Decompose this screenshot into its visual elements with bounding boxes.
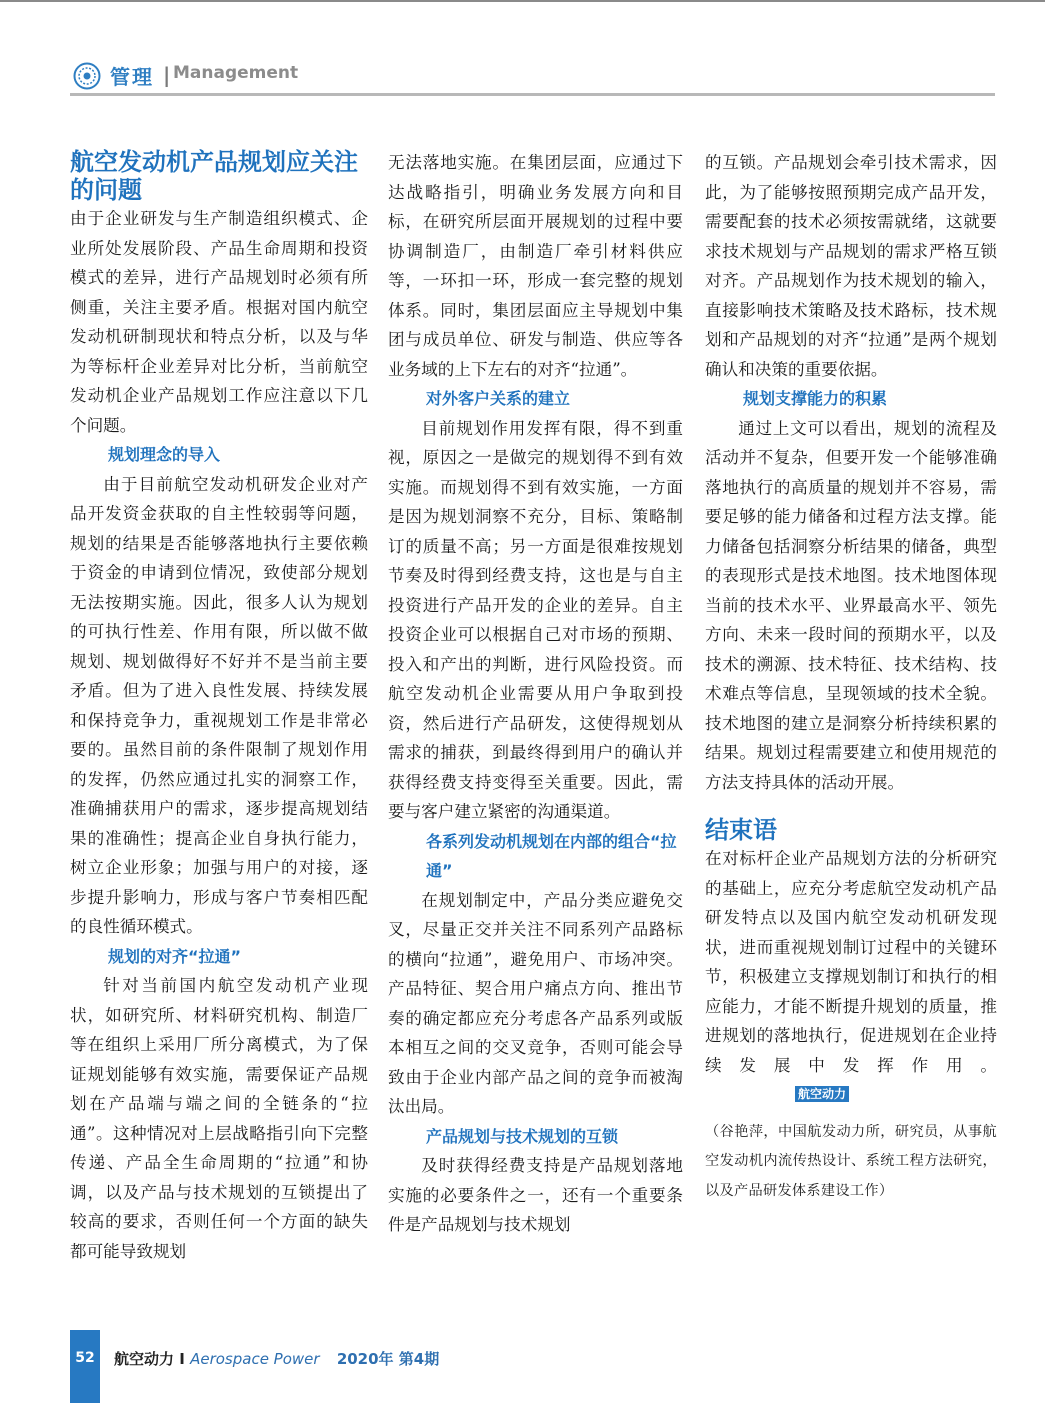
subheading-product-tech-interlock: 产品规划与技术规划的互锁 xyxy=(426,1126,619,1146)
header-rule xyxy=(70,93,995,96)
subheading-series-alignment: 各系列发动机规划在内部的组合“拉通” xyxy=(426,831,677,880)
paragraph-alignment-continued: 无法落地实施。在集团层面，应通过下达战略指引，明确业务发展方向和目标，在研究所层面开展规划的过程中要协调制造厂，由制造厂牵引材料供应等，一环扣一环，形成一套完整的规划体系。同时，集团层面应主导规划中集团与成员单位、研发与制造、供应等各业务域的上下左右的对齐“拉通”。 xyxy=(388,153,683,379)
conclusion-paragraph xyxy=(705,844,997,1110)
subheading-planning-alignment: 规划的对齐“拉通” xyxy=(108,946,242,966)
paragraph-product-tech-interlock: 及时获得经费支持是产品规划落地实施的必要条件之一，还有一个重要条件是产品规划与技术规划 xyxy=(388,1156,683,1234)
top-border xyxy=(0,0,1045,2)
column-1 xyxy=(70,148,368,1266)
paragraph-series-alignment: 在规划制定中，产品分类应避免交叉，尽量正交并关注不同系列产品路标的横向“拉通”，避免用户、市场冲突。产品特征、契合用户痛点方向、推出节奏的确定都应充分考虑各产品系列或版本相互之间的交叉竞争，否则可能会导致由于企业内部产品之间的竞争而被淘汰出局。 xyxy=(388,890,683,1116)
footer-journal xyxy=(114,1348,439,1369)
page-header xyxy=(70,60,995,94)
paragraph-capability-accumulation: 通过上文可以看出，规划的流程及活动并不复杂，但要开发一个能够准确落地执行的高质量的规划并不容易，需要足够的能力储备和过程方法支撑。能力储备包括洞察分析结果的储备，典型的表现形式是技术地图。技术地图体现当前的技术水平、业界最高水平、领先方向、未来一段时间的预期水平，以及技术的溯源、技术特征、技术结构、技术难点等信息，呈现领域的技术全貌。技术地图的建立是洞察分析持续积累的结果。规划过程需要建立和使用规范的方法支持具体的活动开展。 xyxy=(705,418,997,792)
section-title-cn: 管理 xyxy=(110,65,154,89)
subheading-capability-accumulation: 规划支撑能力的积累 xyxy=(743,389,888,408)
footer-page-bar xyxy=(70,1330,100,1403)
section-title-en: Management xyxy=(173,63,299,83)
journal-issue: 2020年 第4期 xyxy=(336,1350,440,1368)
page-number: 52 xyxy=(75,1350,95,1366)
paragraph-planning-alignment: 针对当前国内航空发动机产业现状，如研究所、材料研究机构、制造厂等在组织上采用厂所分离模式，为了保证规划能够有效实施，需要保证产品规划在产品端与端之间的全链条的“拉通”。这种情况对上层战略指引向下完整传递、产品全生命周期的“拉通”和协调，以及产品与技术规划的互锁提出了较高的要求，否则任何一个方面的缺失都可能导致规划 xyxy=(70,976,368,1261)
journal-logo-icon xyxy=(72,62,102,90)
article-section-title: 航空发动机产品规划应关注的问题 xyxy=(70,148,358,204)
conclusion-title: 结束语 xyxy=(705,816,777,844)
header-separator: | xyxy=(163,63,171,87)
paragraph-interlock-continued: 的互锁。产品规划会牵引技术需求，因此，为了能够按照预期完成产品开发，需要配套的技术必须按需就绪，这就要求技术规划与产品规划的需求严格互锁对齐。产品规划作为技术规划的输入，直接影响技术策略及技术路标，技术规划和产品规划的对齐“拉通”是两个规划确认和决策的重要依据。 xyxy=(705,153,997,379)
journal-name-cn: 航空动力 xyxy=(114,1350,175,1368)
intro-paragraph: 由于企业研发与生产制造组织模式、企业所处发展阶段、产品生命周期和投资模式的差异，进行产品规划时必须有所侧重，关注主要矛盾。根据对国内航空发动机研制现状和特点分析，以及与华为等标杆企业差异对比分析，当前航空发动机企业产品规划工作应注意以下几个问题。 xyxy=(70,209,368,435)
end-mark-badge: 航空动力 xyxy=(795,1086,849,1102)
column-2 xyxy=(388,148,683,1240)
paragraph-customer-relations: 目前规划作用发挥有限，得不到重视，原因之一是做完的规划得不到有效实施。而规划得不到有效实施，一方面是因为规划洞察不充分，目标、策略制订的质量不高；另一方面是很难按规划节奏及时得到经费支持，这也是与自主投资进行产品开发的企业的差异。自主投资企业可以根据自己对市场的预期、投入和产出的判断，进行风险投资。而航空发动机企业需要从用户争取到投资，然后进行产品研发，这使得规划从需求的捕获，到最终得到用户的确认并获得经费支持变得至关重要。因此，需要与客户建立紧密的沟通渠道。 xyxy=(388,418,683,821)
column-3 xyxy=(705,148,997,1206)
author-bio: （谷艳萍，中国航发动力所，研究员，从事航空发动机内流传热设计、系统工程方法研究，以及产品研发体系建设工作） xyxy=(705,1123,997,1199)
subheading-customer-relations: 对外客户关系的建立 xyxy=(426,389,571,408)
paragraph-planning-concept: 由于目前航空发动机研发企业对产品开发资金获取的自主性较弱等问题，规划的结果是否能够落地执行主要依赖于资金的申请到位情况，致使部分规划无法按期实施。因此，很多人认为规划的可执行性差、作用有限，所以做不做规划、规划做得好不好并不是当前主要矛盾。但为了进入良性发展、持续发展和保持竞争力，重视规划工作是非常必要的。虽然目前的条件限制了规划作用的发挥，仍然应通过扎实的洞察工作，准确捕获用户的需求，逐步提高规划结果的准确性；提高企业自身执行能力，树立企业形象；加强与用户的对接，逐步提升影响力，形成与客户节奏相匹配的良性循环模式。 xyxy=(70,474,368,936)
journal-separator: I xyxy=(179,1350,185,1368)
subheading-planning-concept: 规划理念的导入 xyxy=(108,445,221,464)
journal-name-en: Aerospace Power xyxy=(190,1350,320,1368)
conclusion-text: 在对标杆企业产品规划方法的分析研究的基础上，应充分考虑航空发动机产品研发特点以及国内航空发动机研发现状，进而重视规划制订过程中的关键环节，积极建立支撑规划制订和执行的相应能力，才能不断提升规划的质量，推进规划的落地执行，促进规划在企业持续发展中发挥作用。 xyxy=(705,849,997,1075)
